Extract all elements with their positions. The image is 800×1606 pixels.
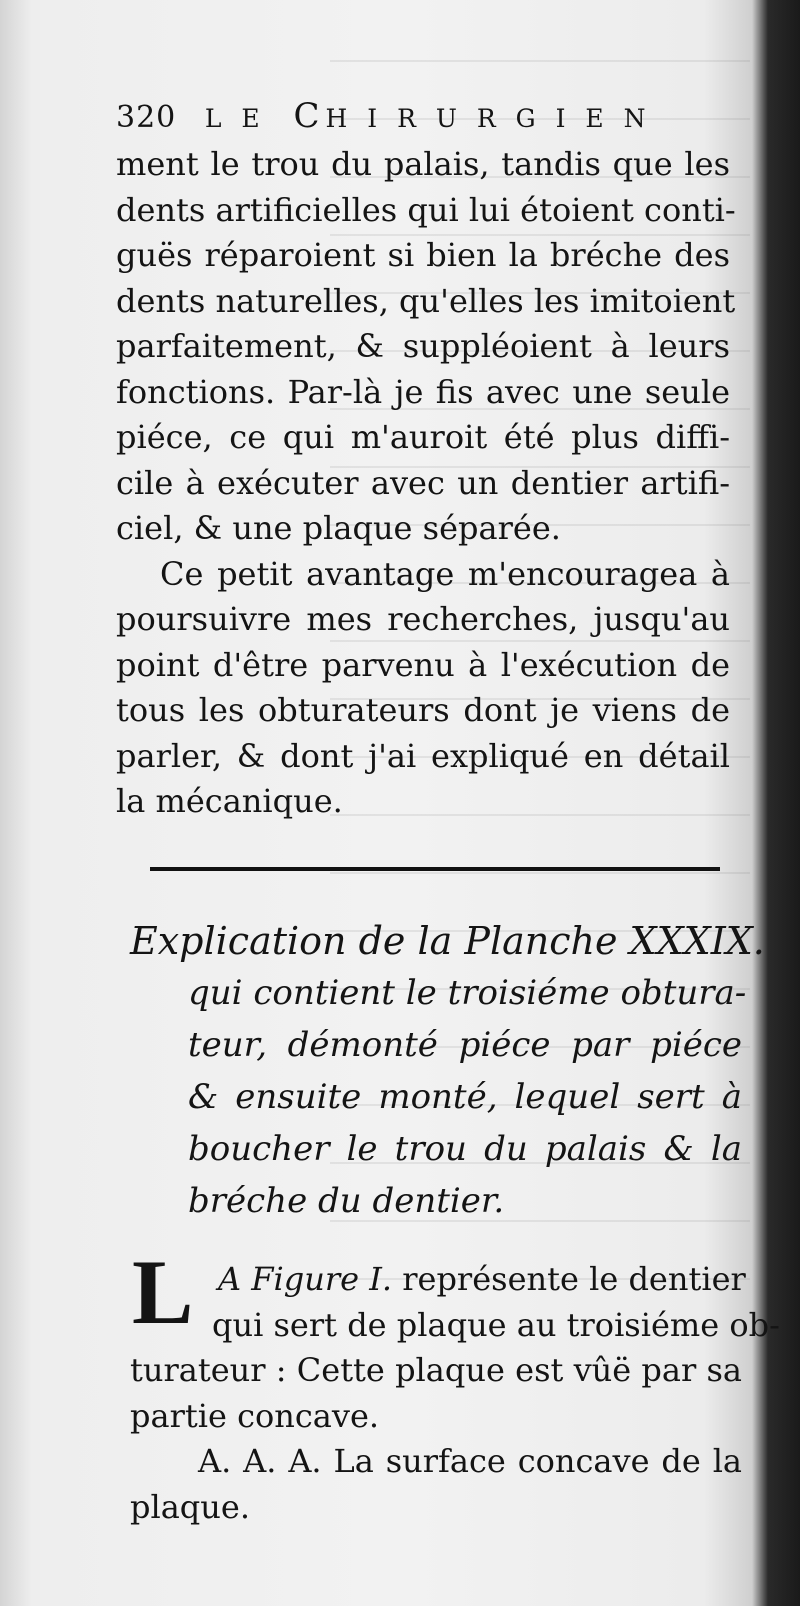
text-line: dents naturelles, qu'elles les imitoient	[116, 281, 736, 320]
text-line: A. A. A. La surface concave de la	[198, 1442, 742, 1480]
running-title: L E CH I R U R G I E N	[204, 96, 652, 136]
text-line: ciel, & une plaque séparée.	[116, 509, 561, 547]
heading-line: qui contient le troisiéme obtura-	[188, 973, 747, 1013]
text-line: plaque.	[130, 1487, 250, 1526]
plate-explanation-heading	[130, 915, 765, 1227]
text-line: turateur : Cette plaque est vûë par sa	[130, 1351, 742, 1389]
text-line: guës réparoient si bien la bréche des	[116, 236, 730, 274]
text-line: dents artificielles qui lui étoient conti-	[116, 190, 736, 229]
figure-description	[130, 1256, 780, 1529]
heading-line: teur, démonté piéce par piéce	[188, 1025, 742, 1065]
text-line: fonctions. Par-là je fis avec une seule	[116, 372, 730, 411]
text-line: la mécanique.	[116, 782, 343, 820]
running-header	[116, 96, 652, 136]
text-line: piéce, ce qui m'auroit été plus diffi-	[116, 418, 730, 456]
text-line: point d'être parvenu à l'exécution de	[116, 645, 730, 684]
text-line: parfaitement, & suppléoient à leurs	[116, 327, 730, 365]
heading-line: boucher le trou du palais & la	[188, 1129, 742, 1169]
text-line: cile à exécuter avec un dentier artifi-	[116, 463, 730, 502]
text-line: Ce petit avantage m'encouragea à	[160, 554, 730, 593]
heading-line: bréche du dentier.	[188, 1181, 505, 1221]
body-text	[116, 142, 736, 825]
heading-line: & ensuite monté, lequel sert à	[188, 1077, 742, 1117]
text-line: parler, & dont j'ai expliqué en détail	[116, 736, 730, 775]
text-line: ment le trou du palais, tandis que les	[116, 145, 730, 183]
text-line: partie concave.	[130, 1396, 380, 1435]
text-line: poursuivre mes recherches, jusqu'au	[116, 600, 730, 638]
section-divider	[150, 867, 720, 871]
text-line: qui sert de plaque au troisiéme ob-	[212, 1305, 780, 1344]
drop-cap: L	[132, 1241, 194, 1343]
heading-line: Explication de la Planche XXXIX.	[130, 919, 765, 963]
page-number: 320	[116, 100, 177, 135]
text-line: tous les obturateurs dont je viens de	[116, 691, 730, 729]
text-line: A Figure I. représente le dentier	[218, 1260, 746, 1298]
